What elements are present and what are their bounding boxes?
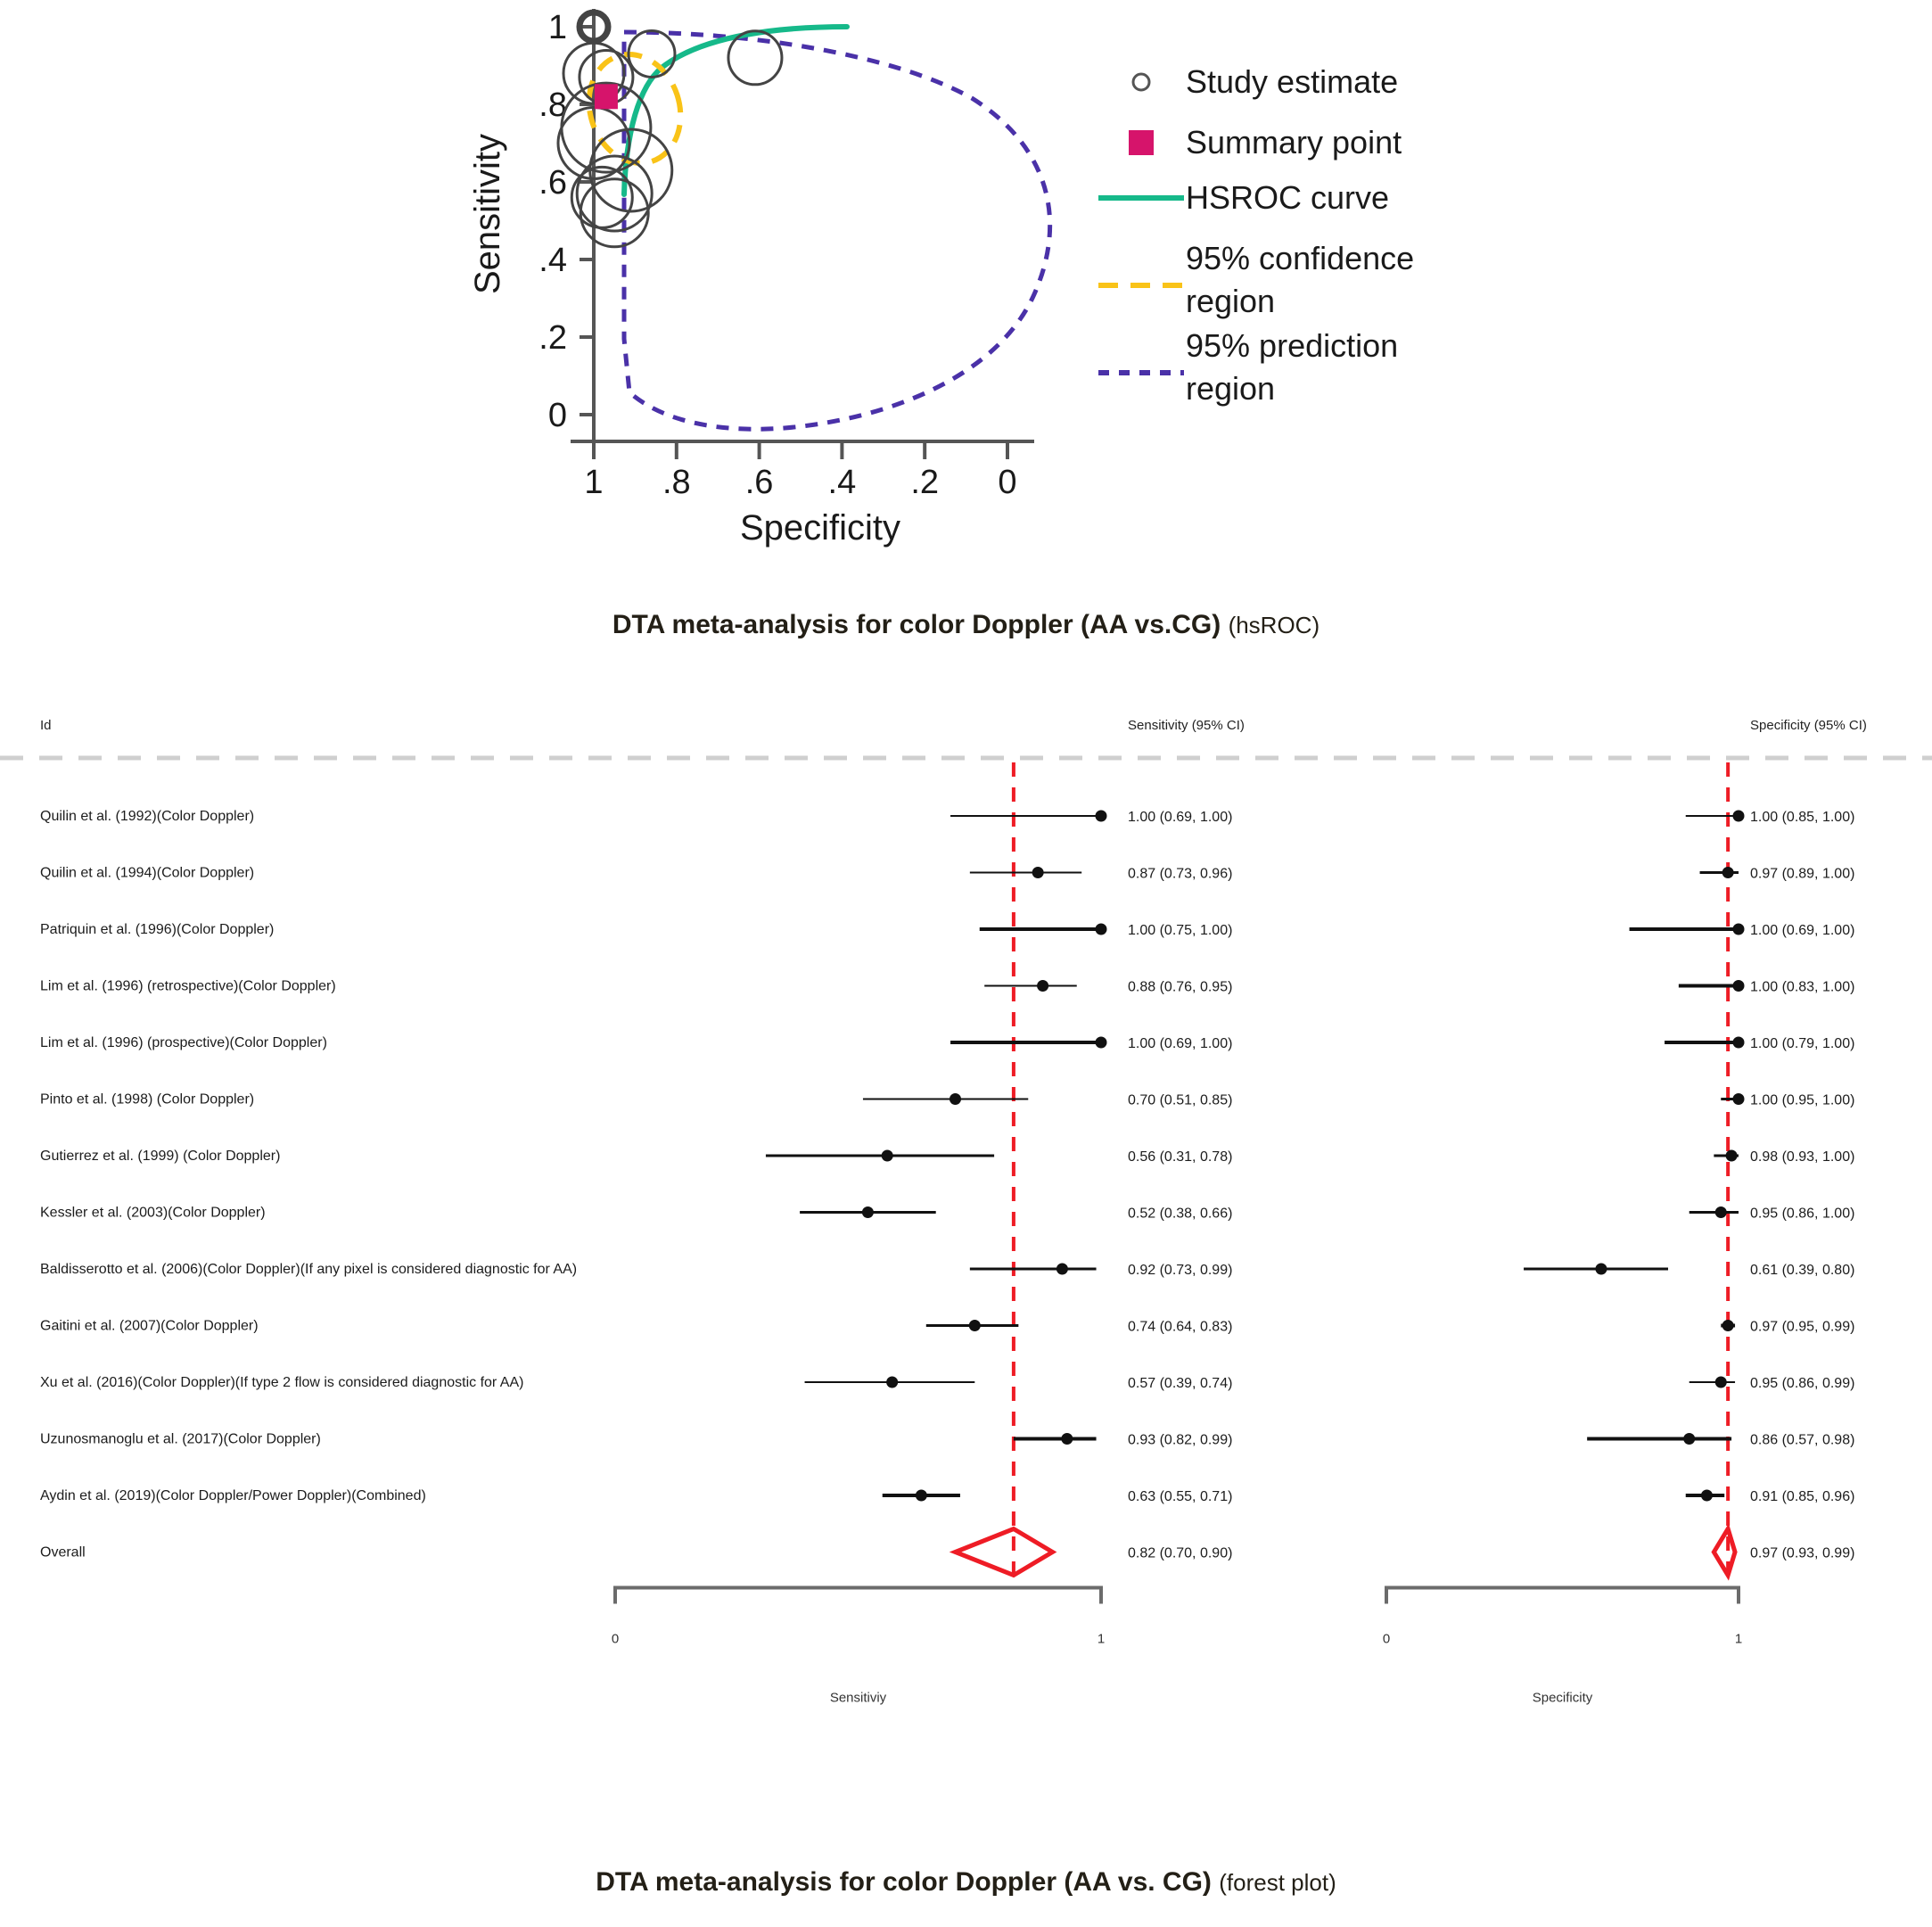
sensitivity-point-marker	[950, 1093, 961, 1105]
row-study-label: Xu et al. (2016)(Color Doppler)(If type 2 flow is considered diagnostic for AA)	[40, 1375, 524, 1390]
specificity-point-marker	[1733, 811, 1745, 822]
specificity-value: 1.00 (0.95, 1.00)	[1750, 1092, 1855, 1108]
study-estimate-circle	[728, 31, 782, 85]
sensitivity-value: 0.88 (0.76, 0.95)	[1128, 979, 1233, 995]
row-study-label: Patriquin et al. (1996)(Color Doppler)	[40, 922, 275, 937]
specificity-value: 0.95 (0.86, 0.99)	[1750, 1376, 1855, 1391]
table-row	[40, 1432, 1854, 1448]
specificity-value: 0.61 (0.39, 0.80)	[1750, 1263, 1855, 1278]
sensitivity-value: 0.70 (0.51, 0.85)	[1128, 1092, 1233, 1108]
sensitivity-point-marker	[1037, 980, 1048, 992]
hsroc-x-tick-label: 1	[584, 464, 604, 501]
specificity-value: 0.97 (0.95, 0.99)	[1750, 1319, 1855, 1335]
column-header-id: Id	[40, 718, 52, 733]
sensitivity-value: 0.63 (0.55, 0.71)	[1128, 1489, 1233, 1504]
specificity-point-marker	[1701, 1490, 1713, 1502]
table-row	[40, 922, 1854, 938]
specificity-value: 1.00 (0.79, 1.00)	[1750, 1036, 1855, 1051]
legend-item-hsroc-curve	[1098, 179, 1389, 216]
specificity-point-marker	[1733, 1037, 1745, 1049]
table-row	[40, 1092, 1854, 1108]
specificity-value: 1.00 (0.85, 1.00)	[1750, 810, 1855, 825]
legend-label: HSROC curve	[1186, 179, 1390, 216]
hsroc-x-tick-label: 0	[998, 464, 1017, 501]
table-row	[40, 1035, 1854, 1051]
sensitivity-value: 0.57 (0.39, 0.74)	[1128, 1376, 1233, 1391]
row-study-label: Lim et al. (1996) (retrospective)(Color Doppler)	[40, 978, 336, 994]
hsroc-caption-main: DTA meta-analysis for color Doppler (AA vs.CG)	[612, 610, 1221, 639]
legend-item-prediction-region	[1098, 327, 1398, 407]
hsroc-svg	[0, 0, 1932, 589]
prediction-region-path	[624, 32, 1050, 429]
specificity-point-marker	[1715, 1377, 1727, 1388]
row-study-label: Gutierrez et al. (1999) (Color Doppler)	[40, 1149, 281, 1164]
hsroc-caption-sub: (hsROC)	[1228, 612, 1320, 638]
summary-point-marker	[595, 84, 618, 109]
study-estimate-icon	[1133, 74, 1149, 90]
hsroc-x-ticks	[584, 441, 1016, 501]
sensitivity-point-marker	[862, 1206, 874, 1218]
sensitivity-axis-line	[615, 1588, 1101, 1604]
row-study-label: Kessler et al. (2003)(Color Doppler)	[40, 1205, 266, 1221]
legend-label: Study estimate	[1186, 63, 1399, 100]
hsroc-legend	[1098, 63, 1414, 407]
overall-specificity-value: 0.97 (0.93, 0.99)	[1750, 1545, 1855, 1561]
overall-specificity-diamond	[1714, 1529, 1735, 1576]
sensitivity-value: 1.00 (0.75, 1.00)	[1128, 923, 1233, 938]
specificity-point-marker	[1722, 1320, 1734, 1331]
sensitivity-value: 1.00 (0.69, 1.00)	[1128, 1036, 1233, 1051]
sensitivity-axis-tick-min: 0	[611, 1631, 620, 1647]
sensitivity-point-marker	[1032, 867, 1044, 878]
forest-svg	[0, 713, 1932, 1855]
summary-point-icon	[1129, 130, 1154, 155]
legend-label: 95% prediction	[1186, 327, 1399, 364]
sensitivity-point-marker	[1096, 811, 1107, 822]
row-study-label: Lim et al. (1996) (prospective)(Color Doppler)	[40, 1035, 327, 1050]
sensitivity-axis-title: Sensitiviy	[829, 1690, 887, 1706]
forest-caption-sub: (forest plot)	[1219, 1869, 1336, 1896]
sensitivity-point-marker	[969, 1320, 981, 1331]
specificity-value: 1.00 (0.83, 1.00)	[1750, 979, 1855, 995]
table-row	[40, 979, 1854, 995]
hsroc-y-tick-label: .4	[538, 242, 567, 279]
sensitivity-axis	[612, 1588, 1105, 1706]
specificity-point-marker	[1733, 1093, 1745, 1105]
specificity-point-marker	[1715, 1206, 1727, 1218]
specificity-value: 0.97 (0.89, 1.00)	[1750, 866, 1855, 882]
table-row	[40, 1319, 1854, 1335]
legend-label-line2: region	[1186, 283, 1276, 319]
table-row	[40, 1149, 1854, 1165]
hsroc-y-tick-label: 1	[547, 9, 567, 46]
specificity-axis-tick-max: 1	[1734, 1631, 1743, 1647]
sensitivity-point-marker	[886, 1377, 898, 1388]
legend-item-summary-point	[1129, 124, 1402, 161]
row-study-label: Quilin et al. (1992)(Color Doppler)	[40, 809, 255, 824]
overall-row	[40, 1529, 1854, 1576]
sensitivity-value: 0.87 (0.73, 0.96)	[1128, 866, 1233, 882]
column-header-specificity: Specificity (95% CI)	[1750, 718, 1867, 733]
specificity-axis	[1383, 1588, 1742, 1706]
hsroc-y-tick-label: .6	[538, 164, 567, 202]
legend-item-confidence-region	[1098, 240, 1414, 319]
hsroc-x-tick-label: .2	[910, 464, 940, 501]
table-row	[40, 1375, 1854, 1391]
specificity-point-marker	[1595, 1264, 1607, 1275]
sensitivity-axis-tick-max: 1	[1097, 1631, 1106, 1647]
row-study-label: Aydin et al. (2019)(Color Doppler/Power Doppler)(Combined)	[40, 1488, 426, 1503]
hsroc-caption	[0, 610, 1932, 640]
forest-caption-main: DTA meta-analysis for color Doppler (AA vs. CG)	[596, 1867, 1212, 1897]
hsroc-plot-panel	[0, 0, 1932, 589]
table-row	[40, 809, 1854, 825]
sensitivity-value: 0.52 (0.38, 0.66)	[1128, 1206, 1233, 1222]
row-study-label: Baldisserotto et al. (2006)(Color Doppler)(If any pixel is considered diagnostic for AA)	[40, 1262, 578, 1277]
specificity-value: 0.86 (0.57, 0.98)	[1750, 1432, 1855, 1448]
overall-sensitivity-diamond	[956, 1529, 1053, 1576]
forest-plot-panel	[0, 713, 1932, 1855]
legend-label-line2: region	[1186, 370, 1276, 407]
hsroc-study-estimates	[558, 11, 782, 247]
hsroc-y-axis-title: Sensitivity	[468, 133, 507, 295]
specificity-axis-title: Specificity	[1532, 1690, 1593, 1706]
specificity-value: 0.91 (0.85, 0.96)	[1750, 1489, 1855, 1504]
sensitivity-point-marker	[882, 1150, 893, 1162]
specificity-value: 0.98 (0.93, 1.00)	[1750, 1149, 1855, 1165]
table-row	[40, 1488, 1854, 1504]
sensitivity-point-marker	[1056, 1264, 1068, 1275]
sensitivity-value: 0.74 (0.64, 0.83)	[1128, 1319, 1233, 1335]
sensitivity-value: 0.56 (0.31, 0.78)	[1128, 1149, 1233, 1165]
table-row	[40, 1206, 1854, 1222]
sensitivity-point-marker	[916, 1490, 927, 1502]
sensitivity-point-marker	[1096, 924, 1107, 935]
table-row	[40, 866, 1854, 882]
overall-sensitivity-value: 0.82 (0.70, 0.90)	[1128, 1545, 1233, 1561]
sensitivity-value: 1.00 (0.69, 1.00)	[1128, 810, 1233, 825]
hsroc-y-tick-label: 0	[547, 397, 567, 434]
specificity-point-marker	[1733, 980, 1745, 992]
hsroc-curve-path	[624, 27, 847, 194]
sensitivity-value: 0.93 (0.82, 0.99)	[1128, 1432, 1233, 1448]
specificity-value: 1.00 (0.69, 1.00)	[1750, 923, 1855, 938]
specificity-value: 0.95 (0.86, 1.00)	[1750, 1206, 1855, 1222]
legend-item-study-estimate	[1133, 63, 1398, 100]
legend-label: 95% confidence	[1186, 240, 1415, 276]
specificity-point-marker	[1722, 867, 1734, 878]
hsroc-x-axis-title: Specificity	[739, 508, 901, 548]
sensitivity-point-marker	[1096, 1037, 1107, 1049]
sensitivity-value: 0.92 (0.73, 0.99)	[1128, 1263, 1233, 1278]
hsroc-y-tick-label: .2	[538, 319, 567, 357]
hsroc-x-tick-label: .6	[744, 464, 774, 501]
row-study-label: Pinto et al. (1998) (Color Doppler)	[40, 1091, 255, 1108]
row-study-label: Gaitini et al. (2007)(Color Doppler)	[40, 1318, 259, 1334]
specificity-point-marker	[1683, 1433, 1695, 1445]
hsroc-x-tick-label: .4	[827, 464, 857, 501]
sensitivity-point-marker	[1061, 1433, 1073, 1445]
table-row	[40, 1262, 1854, 1278]
hsroc-x-tick-label: .8	[662, 464, 691, 501]
legend-label: Summary point	[1186, 124, 1402, 161]
hsroc-y-tick-label: .8	[538, 86, 567, 124]
specificity-point-marker	[1726, 1150, 1738, 1162]
specificity-point-marker	[1733, 924, 1745, 935]
overall-label: Overall	[40, 1544, 86, 1561]
specificity-axis-line	[1386, 1588, 1739, 1604]
row-study-label: Quilin et al. (1994)(Color Doppler)	[40, 865, 255, 881]
study-estimate-circle	[580, 179, 648, 247]
column-header-sensitivity: Sensitivity (95% CI)	[1128, 718, 1245, 733]
forest-caption	[0, 1867, 1932, 1898]
row-study-label: Uzunosmanoglu et al. (2017)(Color Doppler)	[40, 1431, 321, 1447]
specificity-axis-tick-min: 0	[1382, 1631, 1391, 1647]
